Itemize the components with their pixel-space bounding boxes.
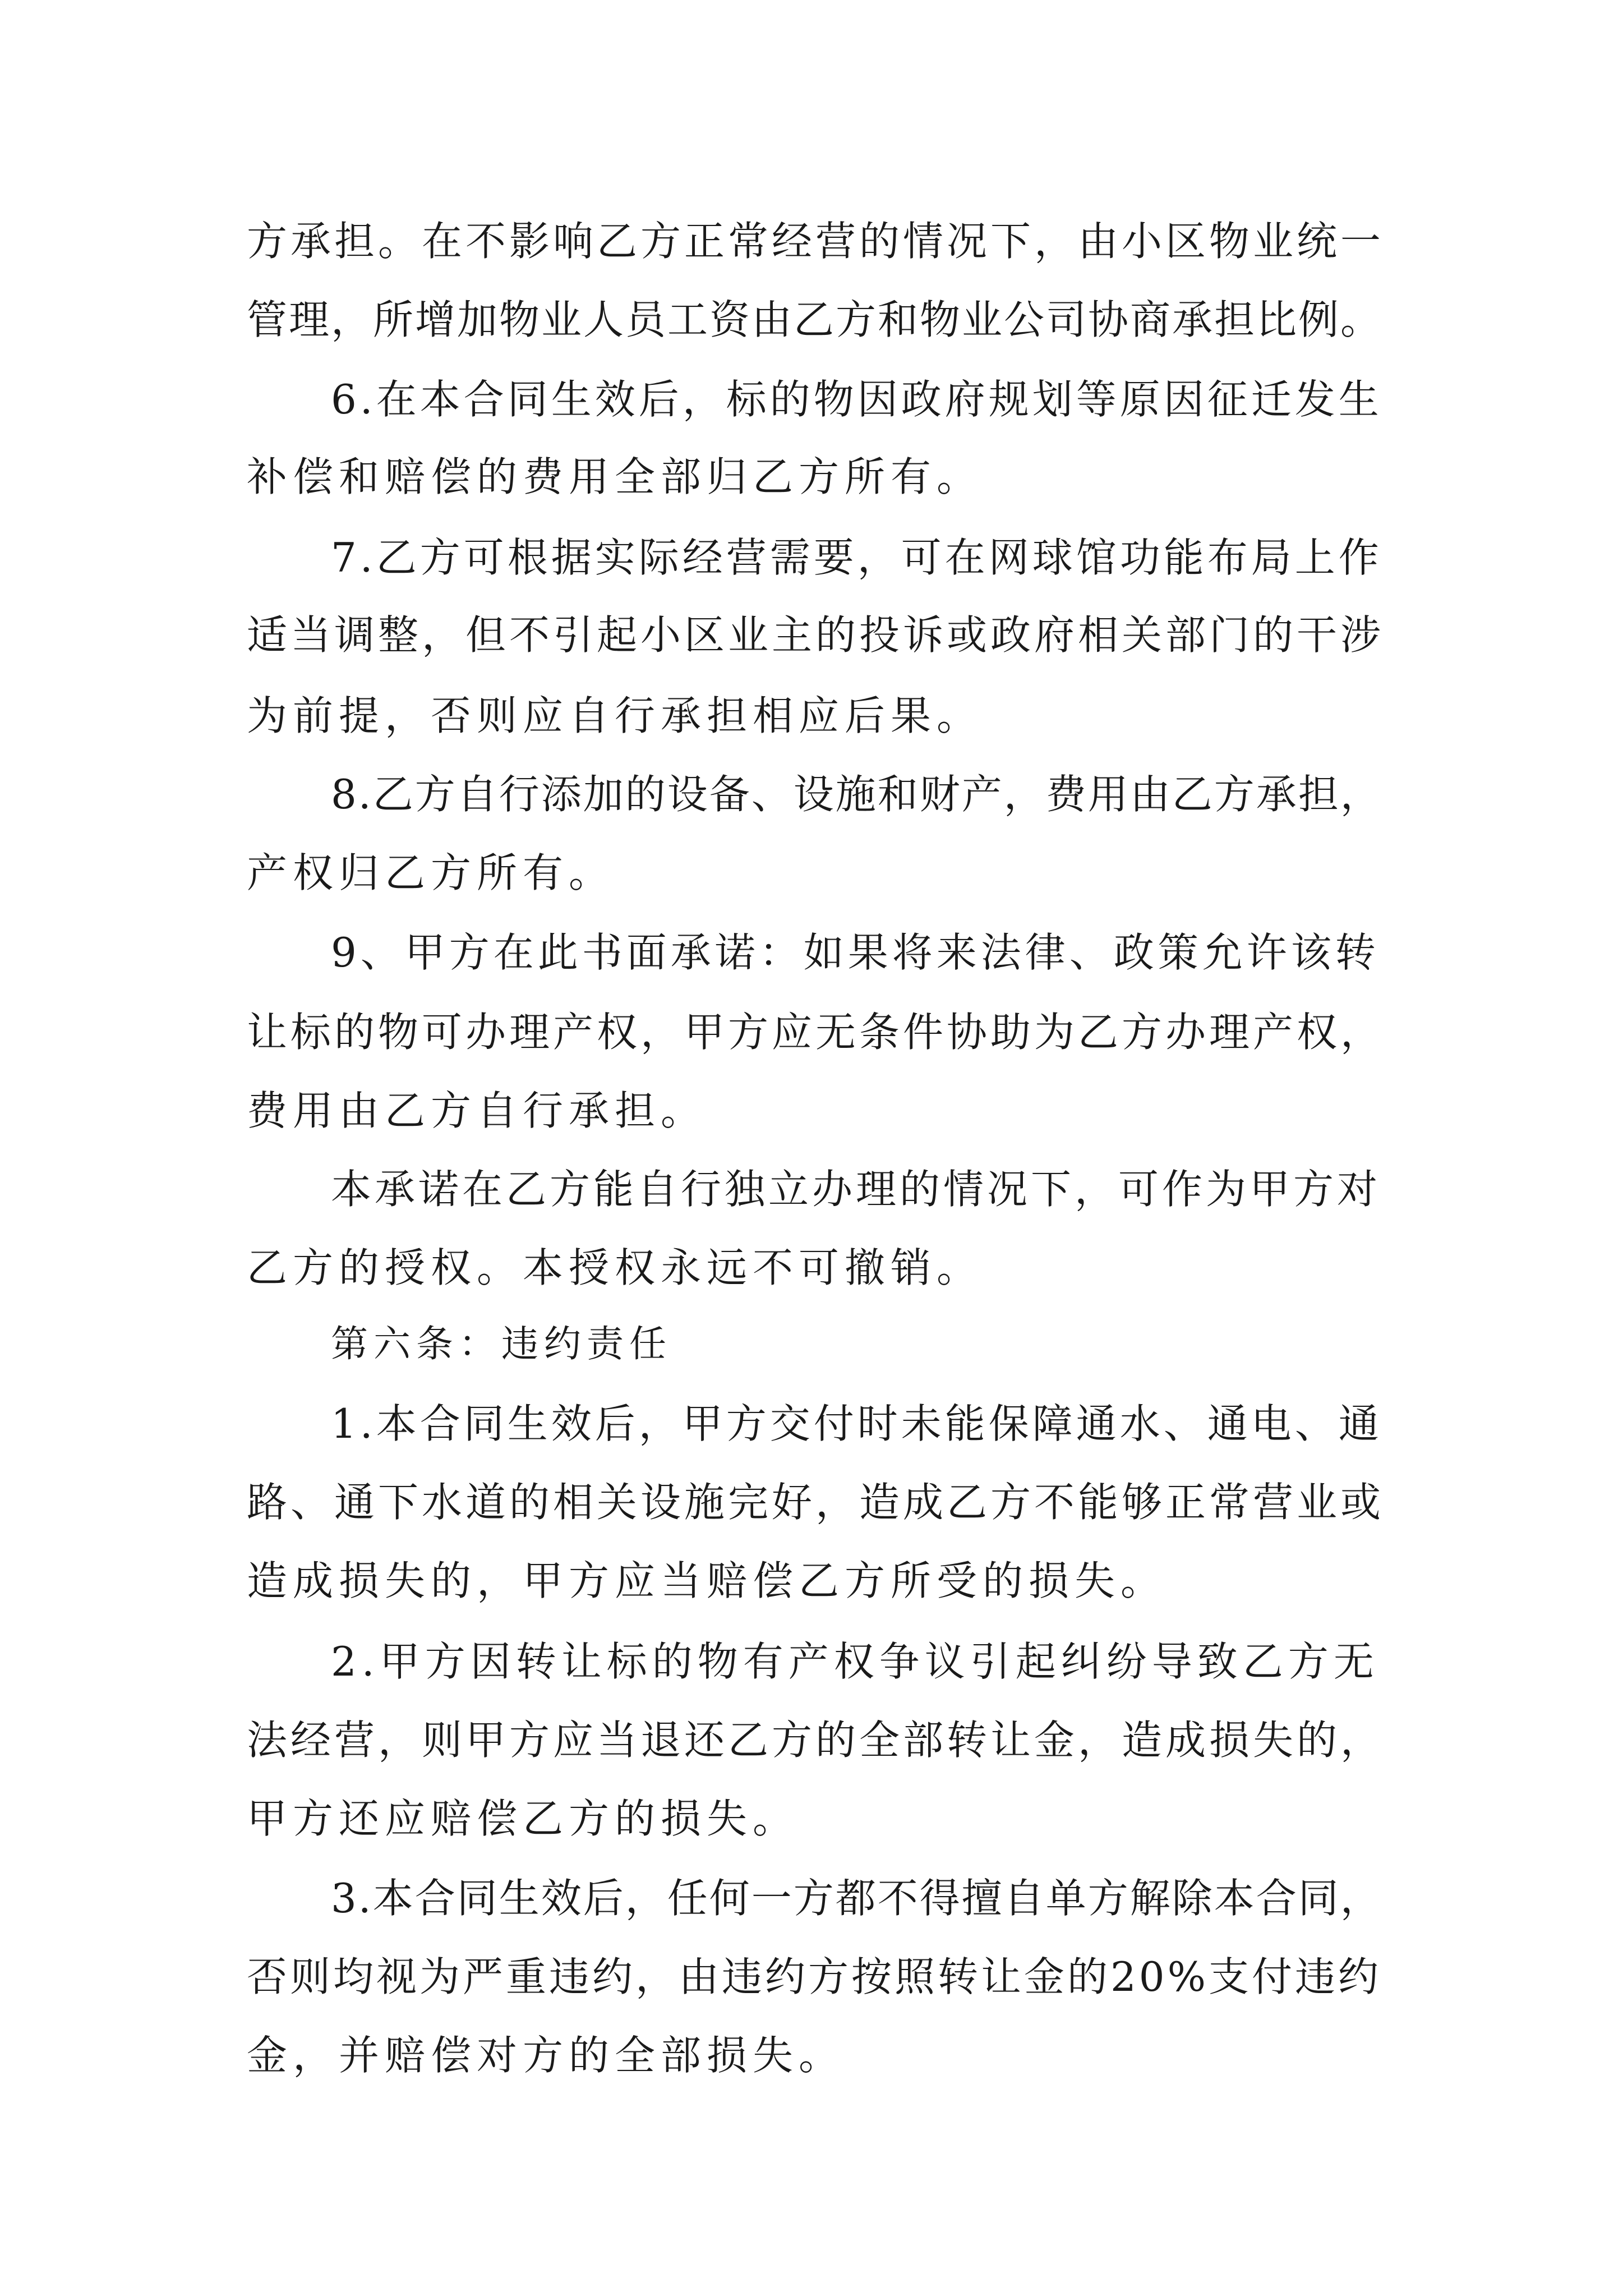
text-line: 2.甲方因转让标的物有产权争议引起纠纷导致乙方无 [331, 1638, 1379, 1685]
text-line: 甲方还应赔偿乙方的损失。 [247, 1795, 799, 1842]
text-line: 乙方的授权。本授权永远不可撤销。 [247, 1244, 983, 1291]
text-line: 造成损失的，甲方应当赔偿乙方所受的损失。 [247, 1557, 1167, 1604]
text-line: 产权归乙方所有。 [247, 849, 615, 896]
text-line: 费用由乙方自行承担。 [247, 1087, 707, 1134]
text-line: 3.本合同生效后，任何一方都不得擅自单方解除本合同， [331, 1875, 1382, 1922]
text-line: 补偿和赔偿的费用全部归乙方所有。 [247, 453, 983, 500]
text-line: 适当调整，但不引起小区业主的投诉或政府相关部门的干涉 [247, 611, 1385, 659]
text-line: 1.本合同生效后，甲方交付时未能保障通水、通电、通 [331, 1400, 1382, 1447]
text-line: 金，并赔偿对方的全部损失。 [247, 2032, 845, 2079]
text-line: 本承诺在乙方能自行独立办理的情况下，可作为甲方对 [331, 1166, 1381, 1213]
text-line: 6.在本合同生效后，标的物因政府规划等原因征迁发生 [331, 376, 1382, 423]
text-line: 路、通下水道的相关设施完好，造成乙方不能够正常营业或 [247, 1479, 1385, 1526]
text-line: 7.乙方可根据实际经营需要，可在网球馆功能布局上作 [331, 534, 1382, 581]
text-line: 8.乙方自行添加的设备、设施和财产，费用由乙方承担， [331, 771, 1382, 818]
text-line: 法经营，则甲方应当退还乙方的全部转让金，造成损失的， [247, 1717, 1385, 1764]
text-line: 管理，所增加物业人员工资由乙方和物业公司协商承担比例。 [247, 296, 1383, 343]
text-line: 否则均视为严重违约，由违约方按照转让金的20%支付违约 [247, 1953, 1382, 2000]
text-line: 让标的物可办理产权，甲方应无条件协助为乙方办理产权， [247, 1009, 1385, 1056]
text-line: 9、甲方在此书面承诺：如果将来法律、政策允许该转 [331, 929, 1380, 976]
text-line: 为前提，否则应自行承担相应后果。 [247, 692, 983, 739]
section-heading: 第六条：违约责任 [331, 1322, 672, 1365]
text-line: 方承担。在不影响乙方正常经营的情况下，由小区物业统一 [247, 218, 1385, 265]
